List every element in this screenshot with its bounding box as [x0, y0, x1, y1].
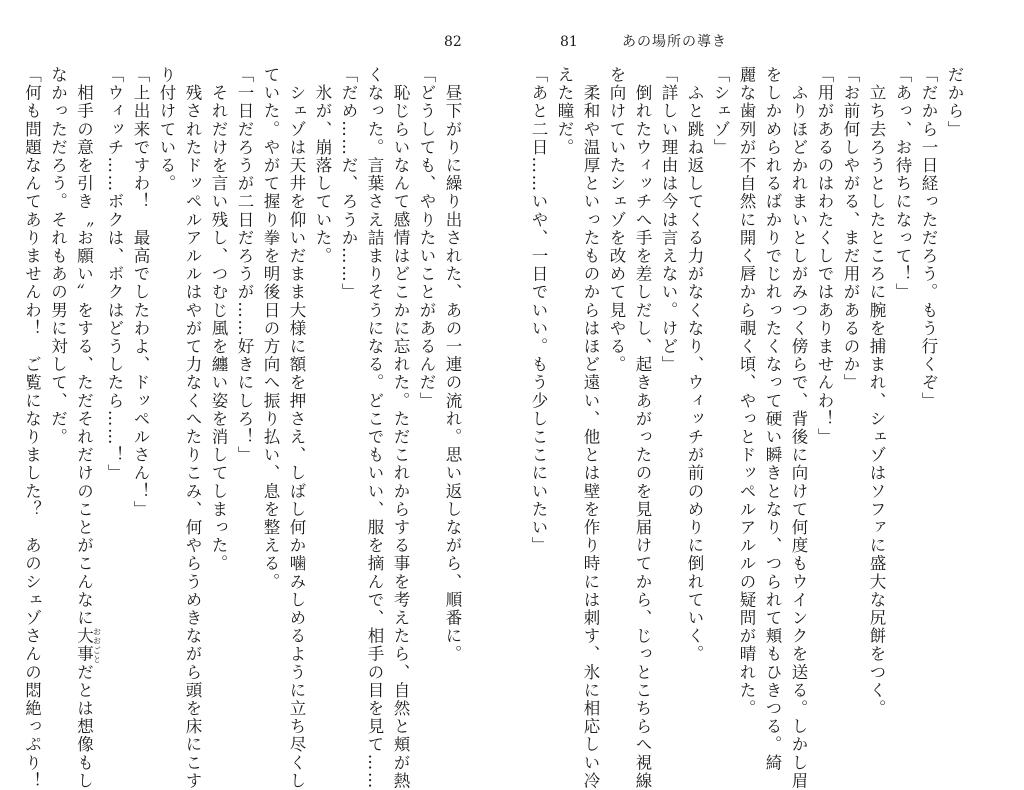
text-line: 「一日だろうが二日だろうが……好きにしろ！」 [235, 66, 254, 465]
text-line: 「ウィッチ……ボクは、ボクはどうしたら……！」 [105, 66, 124, 483]
text-line: 「シェゾ」 [711, 66, 730, 157]
text-line: なかっただろう。それもあの男に対して、だ。 [48, 66, 68, 447]
text-line: 「だめ……だ、ろうか……」 [339, 66, 358, 302]
text-line: ふりほどかれまいとしがみつく傍らで、背後に向けて何度もウインクを送る。しかし眉 [789, 66, 808, 790]
text-line: 「上出来ですわ！ 最高でしたわよ、ドッペルさん！」 [131, 66, 150, 519]
text-line: ふと跳ね返してくる力がなくなり、ウィッチが前のめりに倒れていく。 [685, 66, 704, 664]
text-line: 「どうしても、やりたいことがあるんだ」 [417, 66, 436, 410]
text-line: だから」 [945, 66, 964, 139]
text-line: 恥じらいなんて感情はどこかに忘れた。ただこれからする事を考えたら、自然と頬が熱 [391, 66, 410, 790]
text-line: 麗な歯列が不自然に開く唇から覗く頃、やっとドッペルアルルの疑問が晴れた。 [737, 66, 756, 718]
text-line: 「詳しい理由は今は言えない。けど」 [659, 66, 678, 374]
text-line: 「だから一日経っただろう。もう行くぞ」 [919, 66, 938, 410]
text-segment: 相手の意を引き〝お願い〟をする、ただそれだけのことがこんなに [74, 66, 94, 628]
text-line: をしかめられるばかりでじれったくなって硬い瞬きとなり、つられて頬もひきつる。綺 [763, 66, 782, 772]
text-line: を向けていたシェゾを改めて見やる。 [607, 66, 626, 374]
right-page [512, 0, 1024, 790]
ruby-text: おおごと [92, 627, 102, 664]
right-page-number: 81 [560, 34, 578, 50]
text-line: それだけを言い残し、つむじ風を纏い姿を消してしまった。 [209, 66, 228, 573]
ruby-base: 大事 [74, 627, 94, 664]
text-line: 「あっ、お待ちになって！」 [893, 66, 912, 302]
ruby-annotation [74, 627, 102, 664]
text-line: ていた。やがて握り拳を明後日の方向へ振り払い、息を整える。 [261, 66, 280, 591]
text-line: 「お前何しやがる、まだ用があるのか」 [841, 66, 860, 392]
text-line: 昼下がりに繰り出された、あの一連の流れ。思い返しながら、順番に。 [443, 66, 462, 664]
text-line: えた瞳だ。 [555, 66, 574, 157]
text-line: 「用があるのはわたくしではありませんわ！」 [815, 66, 834, 447]
left-page-number: 82 [444, 34, 462, 50]
text-line: 倒れたウィッチへ手を差しだし、起きあがったのを見届けてから、じっとこちらへ視線 [633, 66, 652, 790]
text-line: 柔和や温厚といったものからはほど遠い、他とは壁を作り時には刺す、氷に相応しい冷 [581, 66, 600, 790]
text-line: 残されたドッペルアルルはやがて力なくへたりこみ、何やらうめきながら頭を床にこす [183, 66, 202, 790]
text-line: り付けている。 [157, 66, 176, 193]
running-title: あの場所の導き [622, 34, 727, 50]
text-line-with-ruby [71, 66, 102, 790]
left-page-body [22, 66, 465, 790]
text-line: 氷が、崩落していた。 [313, 66, 332, 266]
text-line: くなった。言葉さえ詰まりそうになる。どこでもいい、服を摘んで、相手の目を見て…… [365, 66, 384, 790]
text-line: 「あと二日……いや、一日でいい。もう少しここにいたい」 [529, 66, 548, 555]
text-line: 「何も問題なんてありませんわ！ ご覧になりました？ あのシェゾさんの悶絶っぷり！ [22, 66, 42, 790]
text-segment: だとは想像もし [74, 663, 94, 790]
right-page-body [529, 66, 967, 790]
text-line: 立ち去ろうとしたところに腕を捕まれ、シェゾはソファに盛大な尻餅をつく。 [867, 66, 886, 718]
text-line: シェゾは天井を仰いだまま大様に額を押さえ、しばし何か噛みしめるように立ち尽くし [287, 66, 306, 790]
